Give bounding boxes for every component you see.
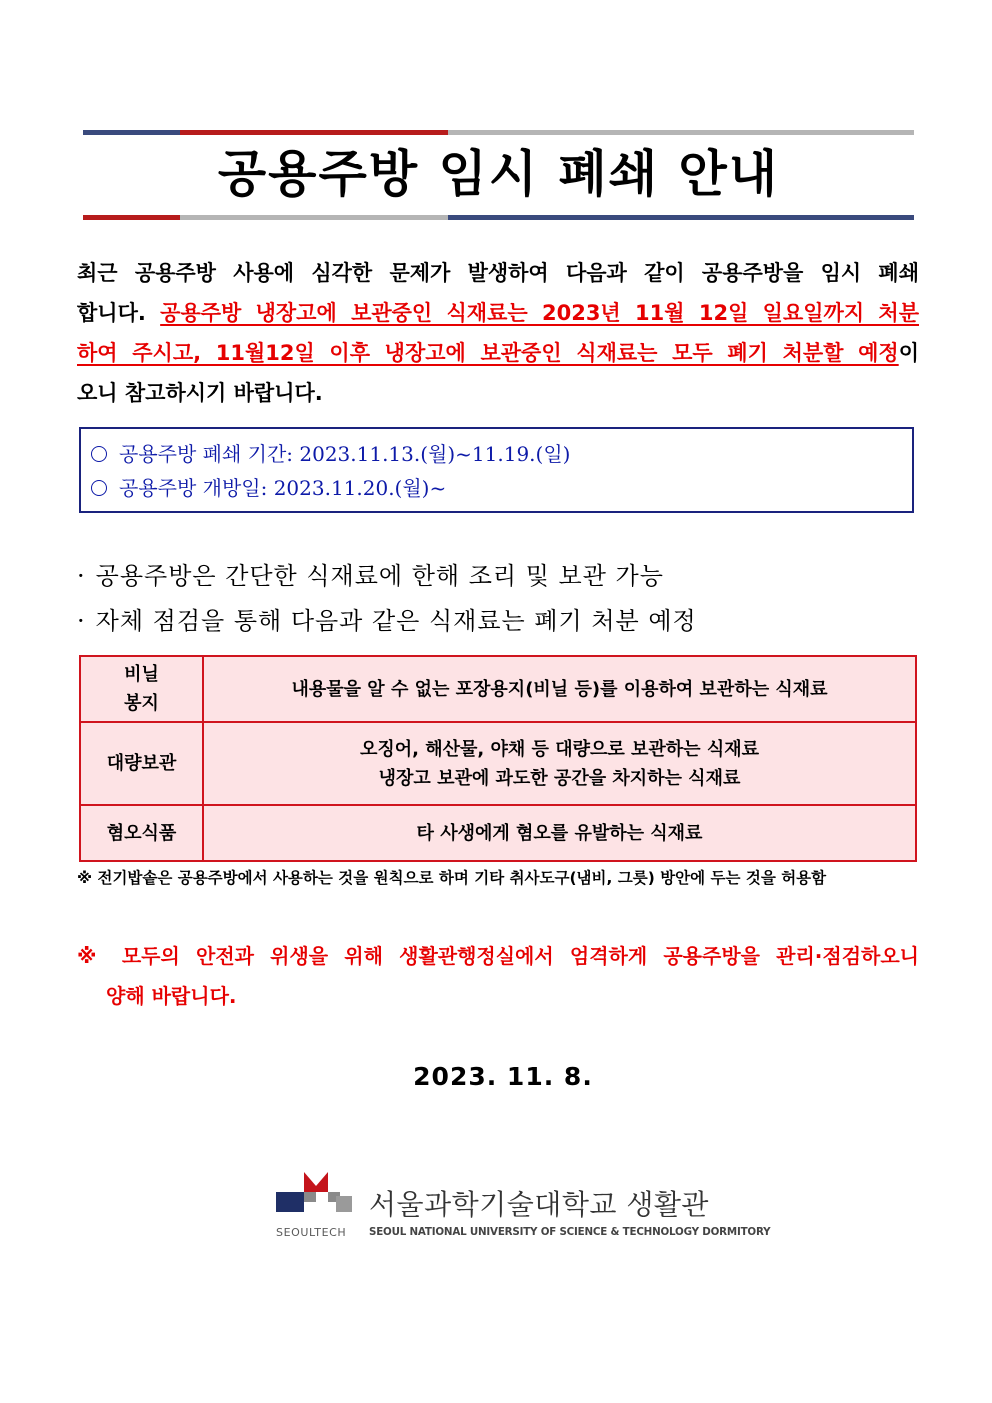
intro-line-3 bbox=[77, 333, 919, 373]
seoultech-logo-icon bbox=[276, 1172, 356, 1220]
bullet-dot-icon: · bbox=[77, 562, 86, 590]
logo-subtitle: SEOUL NATIONAL UNIVERSITY OF SCIENCE & TECHNOLOGY DORMITORY bbox=[369, 1226, 771, 1238]
table-desc-cell bbox=[203, 805, 916, 861]
intro-line-2-highlight: 공용주방 냉장고에 보관중인 식재료는 2023년 11월 12일 일요일까지 처분 bbox=[160, 301, 919, 325]
table-desc-cell bbox=[203, 656, 916, 722]
desc-text: 타 사생에게 혐오를 유발하는 식재료 bbox=[416, 822, 703, 844]
title-bottom-bar-gray bbox=[180, 215, 448, 220]
table-category-cell bbox=[80, 805, 203, 861]
title-bottom-bar-red bbox=[83, 215, 180, 220]
intro-line-1: 최근 공용주방 사용에 심각한 문제가 발생하여 다음과 같이 공용주방을 임시 폐쇄 bbox=[77, 261, 919, 285]
bullet-item bbox=[77, 601, 697, 636]
schedule-closure: 공용주방 폐쇄 기간: 2023.11.13.(월)~11.19.(일) bbox=[119, 442, 571, 466]
bullet-dot-icon: · bbox=[77, 607, 86, 635]
notice-date: 2023. 11. 8. bbox=[413, 1062, 593, 1091]
bullet-text: 공용주방은 간단한 식재료에 한해 조리 및 보관 가능 bbox=[95, 562, 664, 590]
bullet-item bbox=[77, 556, 664, 591]
logo-name: 서울과학기술대학교 생활관 bbox=[369, 1188, 709, 1221]
intro-line-3-suffix: 이 bbox=[898, 341, 919, 365]
warning-paragraph bbox=[77, 936, 919, 1016]
title-top-bar-red bbox=[180, 130, 448, 135]
bullet-text: 자체 점검을 통해 다음과 같은 식재료는 폐기 처분 예정 bbox=[95, 607, 697, 635]
circle-bullet-icon bbox=[91, 446, 107, 462]
circle-bullet-icon bbox=[91, 480, 107, 496]
table-category-cell bbox=[80, 656, 203, 722]
schedule-closure-row bbox=[91, 437, 902, 471]
warning-line-2: 양해 바랍니다. bbox=[106, 984, 237, 1008]
rice-cooker-note: ※ 전기밥솥은 공용주방에서 사용하는 것을 원칙으로 하며 기타 취사도구(냄비, 그릇) 방안에 두는 것을 허용함 bbox=[77, 869, 827, 887]
category-text: 대량보관 bbox=[106, 753, 177, 774]
title-top-bar-navy bbox=[83, 130, 180, 135]
disposal-table bbox=[79, 655, 917, 862]
schedule-reopen: 공용주방 개방일: 2023.11.20.(월)~ bbox=[119, 476, 447, 500]
warning-line-1: ※ 모두의 안전과 위생을 위해 생활관행정실에서 엄격하게 공용주방을 관리·점검하오니 bbox=[77, 944, 919, 968]
desc-text: 냉장고 보관에 과도한 공간을 차지하는 식재료 bbox=[378, 767, 741, 789]
title-bottom-bar-navy bbox=[448, 215, 914, 220]
schedule-reopen-row bbox=[91, 471, 902, 505]
page-title: 공용주방 임시 폐쇄 안내 bbox=[217, 145, 780, 203]
table-row bbox=[80, 805, 916, 861]
intro-line-2-prefix: 합니다. bbox=[77, 301, 161, 325]
desc-text: 오징어, 해산물, 야채 등 대량으로 보관하는 식재료 bbox=[359, 738, 760, 760]
table-row bbox=[80, 656, 916, 722]
title-top-bar-gray bbox=[448, 130, 914, 135]
intro-paragraph bbox=[77, 253, 919, 413]
intro-line-4: 오니 참고하시기 바랍니다. bbox=[77, 381, 323, 405]
logo-abbr: SEOULTECH bbox=[276, 1226, 347, 1239]
intro-line-3-highlight: 하여 주시고, 11월12일 이후 냉장고에 보관중인 식재료는 모두 폐기 처분할 예정 bbox=[77, 341, 899, 365]
table-row bbox=[80, 722, 916, 805]
desc-text: 내용물을 알 수 없는 포장용지(비닐 등)를 이용하여 보관하는 식재료 bbox=[291, 678, 828, 700]
category-text: 비닐 bbox=[124, 664, 159, 685]
schedule-box bbox=[79, 427, 914, 513]
category-text: 봉지 bbox=[124, 693, 159, 714]
category-text: 혐오식품 bbox=[106, 822, 177, 844]
intro-line-2 bbox=[77, 293, 919, 333]
table-desc-cell bbox=[203, 722, 916, 805]
table-category-cell bbox=[80, 722, 203, 805]
